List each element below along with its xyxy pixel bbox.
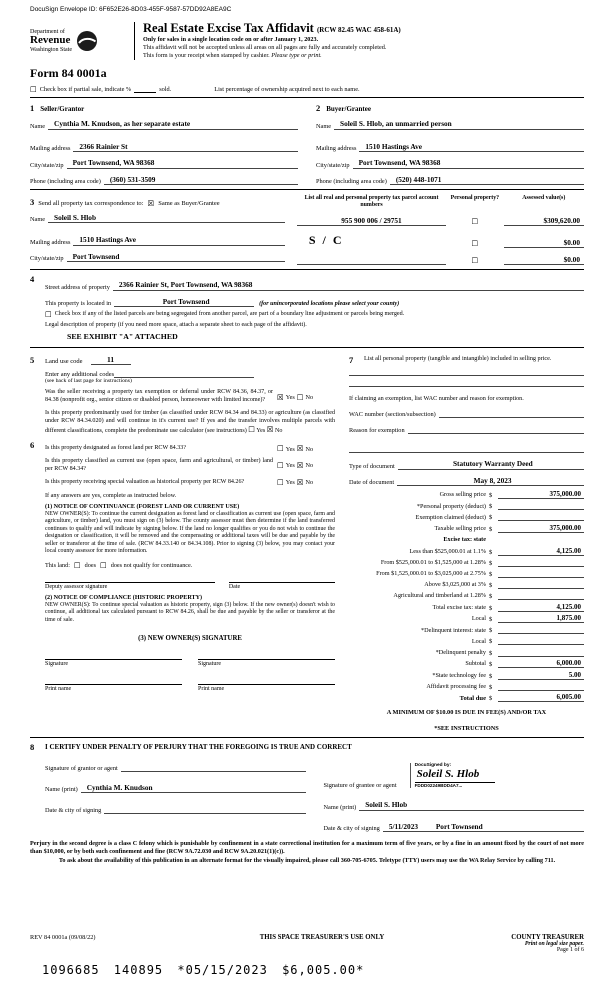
section-7-number: 7 [349, 355, 354, 366]
reason-exemption-label: Reason for exemption [349, 427, 405, 435]
section-1-number: 1 [30, 103, 35, 114]
see-instructions-note: *SEE INSTRUCTIONS [434, 724, 499, 732]
tax-row-amount [498, 536, 584, 545]
parcel-header-personal: Personal property? [450, 195, 500, 201]
correspondence-name-value: Soleil S. Hlob [48, 214, 285, 223]
header-note-1: Only for sales in a single location code on or after January 1, 2023. [143, 35, 319, 43]
unincorporated-note: (for unincorporated locations please select your county) [259, 300, 400, 307]
tax-row-amount [498, 558, 584, 567]
land-does-label: does [84, 562, 96, 570]
owner-signature-line-1: Signature [45, 659, 182, 667]
personal-property-checkbox: ☐ [471, 217, 479, 227]
section-2-number: 2 [316, 103, 321, 114]
treasurer-use-only-label: THIS SPACE TREASURER'S USE ONLY [259, 934, 385, 941]
personal-property-checkbox: ☐ [471, 239, 479, 249]
yes-label: Yes [285, 462, 295, 470]
tax-row-label: Local [471, 615, 486, 623]
correspondence-mailing-label: Mailing address [30, 238, 71, 246]
yes-label: Yes [256, 428, 266, 435]
section-5-number: 5 [30, 355, 35, 366]
buyer-name-label: Name [316, 122, 332, 130]
legal-size-note: Print on legal size paper. [524, 941, 584, 947]
grantee-name-print-value: Soleil S. Hlob [359, 801, 584, 810]
tax-row-label: Less than $525,000.01 at 1.1% [409, 547, 486, 555]
tax-row-amount: 6,000.00 [498, 659, 584, 668]
form-title-rcw: (RCW 82.45 WAC 458-61A) [316, 26, 401, 34]
tax-computation-table [349, 490, 584, 702]
designation-question-text: Is this property receiving special valuation as historical property per RCW 84.26? [45, 478, 245, 485]
segregated-checkbox: ☐ [45, 309, 52, 319]
divider [30, 347, 584, 348]
this-land-label: This land: [45, 562, 70, 570]
notice-compliance-body: NEW OWNER(S): To continue special valuation as historic property, sign (3) below. If the new owner(s) doesn't wish to continue, all additional tax calculated pursuant to RCW 84.26, shall be due and payable by the seller or transferor at the time of sale. [45, 601, 335, 623]
docusign-stamp [410, 763, 496, 788]
tax-row-label: Total excise tax: state [432, 603, 486, 611]
title-block [134, 22, 584, 60]
tax-row-amount: 6,005.00 [498, 693, 584, 702]
tax-row-label: Total due [459, 695, 486, 703]
correspondence-name-label: Name [30, 216, 46, 224]
tax-row-label: *Delinquent penalty [435, 648, 486, 656]
dept-top-label: Department of [30, 28, 65, 35]
street-address-label: Street address of property [45, 283, 110, 291]
revenue-logo-icon [76, 30, 98, 52]
designation-question-text: Is this property designated as forest land per RCW 84.33? [45, 445, 187, 452]
tax-row-amount: 4,125.00 [498, 603, 584, 612]
tax-row-label: Agricultural and timberland at 1.28% [393, 592, 486, 600]
correspondence-city-value: Port Townsend [67, 253, 285, 262]
seller-phone-label: Phone (including area code) [30, 178, 101, 185]
partial-sale-row [30, 86, 584, 94]
personal-property-blank-line [349, 376, 584, 387]
parcel-row [297, 233, 584, 248]
same-as-buyer-checkbox: ☒ [147, 198, 155, 208]
tax-row [349, 603, 584, 612]
certification-title: I CERTIFY UNDER PENALTY OF PERJURY THAT THE FOREGOING IS TRUE AND CORRECT [45, 742, 352, 751]
tax-row [349, 614, 584, 623]
dollar-sign: $ [489, 548, 493, 556]
tax-row-amount [498, 580, 584, 589]
grantee-signing-city: Port Townsend [435, 821, 483, 831]
buyer-name-value: Soleil S. Hlob, an unmarried person [334, 120, 584, 129]
section-1-title: Seller/Grantor [40, 105, 85, 114]
section-3-number: 3 [30, 197, 35, 207]
section-7-personal-property [349, 355, 584, 365]
section-4-property [30, 274, 584, 343]
designation-question-text: Is this property classified as current use (open space, farm and agricultural, or timber) land per RCW 84.34? [45, 457, 273, 472]
parcel-number-value: S / C [308, 233, 344, 248]
tax-row-amount [498, 648, 584, 657]
tax-row [349, 648, 584, 657]
additional-codes-note: (see back of last page for instructions) [45, 378, 132, 385]
dollar-sign: $ [489, 672, 493, 680]
section-5-land-use [30, 355, 335, 436]
tax-row-amount [498, 569, 584, 578]
treasurer-receipt-stamp: 1096685 140895 *05/15/2023 $6,005.00* [42, 963, 365, 977]
exemption-claim-note: If claiming an exemption, list WAC number and reason for exemption. [349, 395, 524, 403]
no-label: No [305, 462, 314, 470]
notice-continuance-title: (1) NOTICE OF CONTINUANCE (FOREST LAND OR CURRENT USE) [45, 503, 240, 510]
section-7-and-tax-column [349, 351, 584, 732]
buyer-city-value: Port Townsend, WA 98368 [353, 159, 584, 168]
tax-row-label: Affidavit processing fee [426, 683, 486, 690]
land-does-not-checkbox: ☐ [100, 561, 107, 571]
type-of-document-label: Type of document [349, 462, 395, 470]
grantor-date-city-label: Date & city of signing [45, 807, 102, 815]
seller-city-value: Port Townsend, WA 98368 [67, 159, 298, 168]
divider [30, 269, 584, 270]
tax-row [349, 592, 584, 601]
owner-print-name-line-1: Print name [45, 684, 182, 692]
owner-print-name-line-2: Print name [198, 684, 335, 692]
dollar-sign: $ [489, 514, 493, 522]
dollar-sign: $ [489, 695, 493, 703]
minimum-fee-note: A MINIMUM OF $10.00 IS DUE IN FEE(S) AND/OR TAX [386, 709, 547, 717]
seller-mailing-label: Mailing address [30, 145, 71, 153]
correspondence-label: Send all property tax correspondence to: [38, 200, 144, 207]
dollar-sign: $ [489, 570, 493, 578]
grantee-signature-label: Signature of grantee or agent [323, 782, 397, 790]
legal-description-label: Legal description of property (if you need more space, attach a separate sheet to each page of the affidavit). [45, 322, 307, 329]
type-of-document-value: Statutory Warranty Deed [398, 460, 584, 469]
tax-row-amount: 1,875.00 [498, 614, 584, 623]
located-in-value: Port Townsend [114, 298, 254, 307]
assessed-value: $0.00 [504, 255, 584, 265]
if-yes-instruction: If any answers are yes, complete as instructed below. [45, 491, 177, 499]
seller-mailing-value: 2366 Rainier St [73, 143, 298, 152]
ownership-percentage-note: List percentage of ownership acquired next to each name. [214, 86, 360, 94]
tax-row-amount [498, 626, 584, 635]
page-footer [30, 934, 584, 953]
parcel-row [297, 216, 584, 226]
personal-property-blank-line [349, 365, 584, 376]
tax-row-amount: 5.00 [498, 671, 584, 680]
buyer-city-label: City/state/zip [316, 161, 350, 169]
tax-row [349, 580, 584, 589]
tax-row-label: *State technology fee [432, 671, 486, 679]
tax-row-amount [498, 682, 584, 691]
tax-row-amount [498, 637, 584, 646]
no-label: No [275, 428, 283, 435]
designation-no-checkbox: ☒ [296, 478, 304, 488]
dollar-sign: $ [489, 616, 493, 624]
land-use-code-label: Land use code [45, 358, 83, 366]
tax-row-label: Excise tax: state [443, 536, 486, 544]
reason-exemption-blank [408, 425, 584, 434]
header-note-3: This form is your receipt when stamped by cashier. [143, 51, 270, 59]
county-treasurer-label: COUNTY TREASURER [511, 934, 584, 941]
designation-question-row [45, 458, 335, 474]
yes-label: Yes [285, 445, 295, 453]
dollar-sign: $ [489, 627, 493, 635]
timber-no-checkbox: ☒ [266, 425, 274, 435]
tax-row [349, 558, 584, 567]
header-note-2: This affidavit will not be accepted unless all areas on all pages are fully and accurately completed. [143, 43, 387, 51]
located-in-label: This property is located in [45, 299, 112, 307]
grantor-name-print-label: Name (print) [45, 786, 78, 794]
land-does-not-label: does not qualify for continuance. [110, 562, 193, 570]
dollar-sign: $ [489, 683, 493, 691]
section-3-and-parcels [30, 192, 584, 265]
dept-of-revenue-block [30, 22, 134, 60]
parcel-header-numbers: List all real and personal property tax parcel account numbers [304, 195, 439, 209]
wac-number-label: WAC number (section/subsection) [349, 411, 436, 419]
grantee-name-print-label: Name (print) [323, 803, 357, 811]
dollar-sign: $ [489, 593, 493, 601]
dollar-sign: $ [489, 503, 493, 511]
designation-yes-checkbox: ☐ [277, 444, 284, 454]
parcel-table [297, 192, 584, 265]
tax-row-amount: 375,000.00 [498, 490, 584, 499]
tax-row-label: Exemption claimed (deduct) [415, 513, 486, 521]
tax-row-amount [498, 592, 584, 601]
tax-row [349, 693, 584, 702]
additional-codes-blank [114, 369, 254, 378]
section-6-number: 6 [30, 440, 35, 451]
tax-row [349, 671, 584, 680]
designation-question-row [45, 445, 335, 453]
form-revision: REV 84 0001a (09/08/22) [30, 934, 96, 941]
tax-row-label: Subtotal [465, 660, 486, 668]
form-title: Real Estate Excise Tax Affidavit [143, 21, 314, 35]
date-of-document-label: Date of document [349, 479, 395, 487]
section-4-number: 4 [30, 274, 35, 285]
docusigned-by-caption: DocuSigned by: [414, 762, 452, 768]
personal-property-checkbox: ☐ [471, 256, 479, 266]
dollar-sign: $ [489, 604, 493, 612]
tax-row [349, 547, 584, 556]
designation-yes-checkbox: ☐ [277, 461, 284, 471]
land-use-code-value: 11 [91, 355, 131, 365]
grantor-date-city-blank [104, 805, 305, 814]
divider [30, 189, 584, 190]
dollar-sign: $ [489, 559, 493, 567]
seller-name-label: Name [30, 122, 46, 130]
dept-sub-label: Washington State [30, 46, 73, 53]
designation-yes-checkbox: ☐ [277, 478, 284, 488]
partial-sale-checkbox: ☐ [30, 84, 37, 94]
designation-no-checkbox: ☒ [296, 444, 304, 454]
docusign-signature-id: FDDD02249BDD4A7... [414, 782, 463, 788]
tax-row [349, 626, 584, 635]
wac-number-blank [439, 409, 584, 418]
notice-compliance-title: (2) NOTICE OF COMPLIANCE (HISTORIC PROPERTY) [45, 594, 203, 601]
tax-row [349, 569, 584, 578]
section-1-seller [30, 98, 298, 185]
tax-row-label: From $525,000.01 to $1,525,000 at 1.28% [380, 558, 486, 566]
assessed-value: $309,620.00 [504, 216, 584, 226]
partial-sale-label-2: sold. [159, 86, 172, 94]
tax-row-label: *Personal property (deduct) [416, 502, 486, 510]
parcel-number-value [297, 256, 446, 265]
correspondence-mailing-value: 1510 Hastings Ave [73, 236, 284, 245]
middle-columns [30, 351, 584, 732]
notice-continuance-body: NEW OWNER(S): To continue the current designation as forest land or classification as current use (open space, farm and agriculture, or timber) land, you must sign on (3) below. The county assessor must then determine if the land transferred continues to qualify and will indicate by signing below. If the land no longer qualifies or you do not wish to continue the designation or classification, it will be removed and the compensating or additional taxes will be due and payable by the seller or transferor at the time of sale. (RCW 84.33.140 or 84.34.108). Prior to signing (3) below, you may contact your local county assessor for more information. [45, 510, 335, 555]
dept-name-label: Revenue [30, 34, 71, 47]
perjury-statement: Perjury in the second degree is a class C felony which is punishable by confinement in a state correctional institution for a maximum term of five years, or by a fine in an amount fixed by the court of not more than $10,000, or by both such confinement and fine (RCW 9A.72.030 and RCW 9A.20.021(1)(c)). [30, 839, 584, 856]
partial-sale-percent-line [134, 86, 156, 93]
tax-row-label: *Delinquent interest: state [421, 626, 486, 634]
tax-row [349, 490, 584, 499]
grantor-signing-column [45, 751, 306, 832]
tax-row-label: From $1,525,000.01 to $3,025,000 at 2.75% [376, 570, 486, 578]
yes-label: Yes [285, 393, 295, 401]
grantee-date-city-label: Date & city of signing [323, 824, 380, 832]
buyer-phone-value: (520) 448-1071 [390, 176, 584, 185]
land-does-checkbox: ☐ [73, 561, 81, 571]
tax-row-amount: 4,125.00 [498, 547, 584, 556]
street-address-value: 2366 Rainier St, Port Townsend, WA 98368 [113, 281, 584, 290]
tax-row [349, 513, 584, 522]
correspondence-city-label: City/state/zip [30, 255, 64, 263]
tax-row-label: Local [471, 637, 486, 645]
seller-name-value: Cynthia M. Knudson, as her separate estate [48, 120, 298, 129]
timber-yes-checkbox: ☐ [248, 425, 256, 435]
partial-sale-label: Check box if partial sale, indicate % [39, 86, 132, 94]
tax-row-amount [498, 513, 584, 522]
seller-city-label: City/state/zip [30, 161, 64, 169]
form-header [30, 22, 584, 60]
dollar-sign: $ [489, 638, 493, 646]
exemption-no-checkbox: ☐ [296, 392, 304, 402]
section-6-designations [30, 440, 335, 692]
section-8-certification [30, 742, 584, 832]
no-label: No [305, 445, 314, 453]
section-2-buyer [316, 98, 584, 185]
dollar-sign: $ [489, 661, 493, 669]
parcel-number-value: 955 900 006 / 29751 [297, 216, 446, 226]
parcel-row [297, 255, 584, 265]
buyer-mailing-label: Mailing address [316, 145, 357, 153]
designation-question-row [45, 479, 335, 487]
grantee-signing-column [324, 751, 585, 832]
tax-row [349, 524, 584, 533]
section-3-correspondence [30, 192, 285, 265]
grantor-name-print-value: Cynthia M. Knudson [81, 784, 306, 793]
tax-row [349, 637, 584, 646]
tax-row [349, 682, 584, 691]
designation-no-checkbox: ☒ [296, 461, 304, 471]
header-note-3-italic: Please type or print. [271, 51, 322, 59]
tax-row-amount: 375,000.00 [498, 524, 584, 533]
parcel-header-assessed: Assessed value(s) [522, 195, 566, 201]
section-2-title: Buyer/Grantee [326, 105, 371, 114]
tax-row [349, 536, 584, 545]
section-8-number: 8 [30, 741, 35, 752]
assessed-value: $0.00 [504, 238, 584, 248]
page-number: Page 1 of 6 [556, 947, 584, 953]
new-owner-signature-title: (3) NEW OWNER(S) SIGNATURE [138, 635, 242, 643]
parties-section [30, 98, 584, 185]
tax-row-label: Above $3,025,000 at 3% [424, 581, 486, 589]
docusign-envelope-id: DocuSign Envelope ID: 6F652E26-8D03-455F-9587-57DD92A8EA9C [30, 6, 232, 13]
segregated-label: Check box if any of the listed parcels are being segregated from another parcel, are part of a boundary line adjustment or parcels being merged. [54, 310, 405, 317]
dollar-sign: $ [489, 526, 493, 533]
tax-row [349, 502, 584, 511]
owner-signature-line-2: Signature [198, 659, 335, 667]
grantee-signature-value: Soleil S. Hlob [415, 768, 496, 783]
additional-codes-label: Enter any additional codes [45, 371, 115, 379]
deputy-assessor-signature-line: Deputy assessor signature [45, 582, 215, 590]
buyer-phone-label: Phone (including area code) [316, 178, 387, 185]
buyer-mailing-value: 1510 Hastings Ave [359, 143, 584, 152]
tax-row-label: Gross selling price [439, 491, 486, 499]
exemption-yes-checkbox: ☒ [277, 392, 284, 402]
exemption-question-text: Was the seller receiving a property tax exemption or deferral under RCW 84.36, 84.37, or 84.38 (nonprofit org., senior citizen or disabled person, homeowner with limited income)? [45, 389, 273, 404]
dollar-sign: $ [489, 581, 493, 589]
same-as-buyer-label: Same as Buyer/Grantee [158, 200, 220, 207]
yes-label: Yes [285, 479, 295, 487]
personal-property-intro: List all personal property (tangible and intangible) included in selling price. [364, 355, 552, 363]
no-label: No [305, 479, 314, 487]
deputy-date-line: Date [229, 582, 335, 590]
form-number: Form 84 0001a [30, 65, 107, 80]
grantee-signing-date: 5/11/2023 [388, 821, 419, 831]
divider [30, 737, 584, 738]
alternate-format-note: To ask about the availability of this publication in an alternate format for the visually impaired, please call 360-705-6705. Teletype (TTY) users may use the WA Relay Service by calling 711. [58, 857, 556, 865]
timber-question-text: Is this property predominantly used for timber (as classified under RCW 84.34 and 84.33) or agriculture (as classified under RCW 84.34.020) and will continue in it's current use? If yes and the transfer involves multiple parcels with different classifications, complete the predominate use calculator (see instructions) [45, 410, 335, 435]
dollar-sign: $ [489, 492, 493, 500]
grantor-signature-label: Signature of grantor or agent [45, 764, 118, 772]
seller-phone-value: (360) 531-3509 [104, 176, 298, 185]
date-of-document-value: May 8, 2023 [397, 477, 584, 486]
sections-5-6-column [30, 351, 335, 732]
no-label: No [305, 393, 314, 401]
tax-row-amount [498, 502, 584, 511]
dollar-sign: $ [489, 649, 493, 657]
exemption-blank-line [349, 442, 584, 453]
tax-row [349, 659, 584, 668]
tax-row-label: Taxable selling price [434, 525, 486, 533]
legal-description-value: SEE EXHIBIT "A" ATTACHED [67, 332, 178, 342]
grantor-signature-blank [121, 763, 306, 772]
